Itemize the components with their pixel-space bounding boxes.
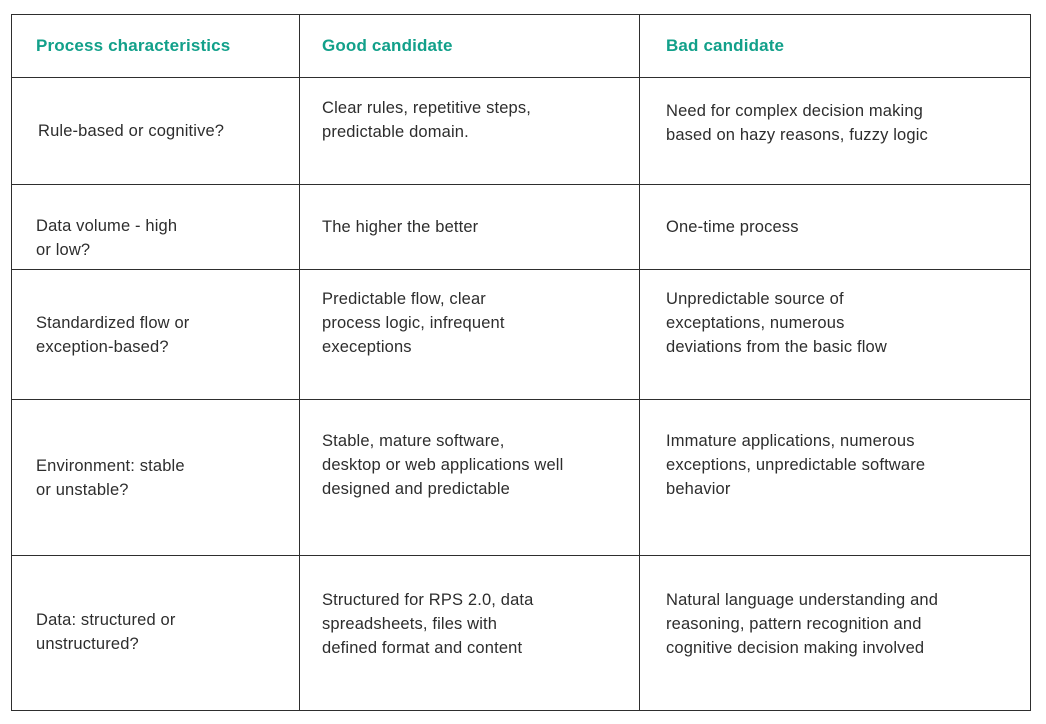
cell-line: Clear rules, repetitive steps, [322,98,532,117]
bad-candidate-cell [640,270,1031,400]
cell-line: predictable domain. [322,122,469,141]
cell-line: Rule-based or cognitive? [38,122,225,140]
cell-line: deviations from the basic flow [666,337,887,356]
bad-candidate-cell [640,556,1031,711]
bad-candidate-cell [640,185,1031,270]
table-row [12,270,1031,400]
table-row [12,400,1031,556]
bad-candidate-cell [640,78,1031,185]
cell-line: Immature applications, numerous [666,432,915,450]
cell-line: based on hazy reasons, fuzzy logic [666,125,928,144]
cell-line: process logic, infrequent [322,313,505,332]
table-row [12,78,1031,185]
characteristic-cell [12,78,300,185]
bad-candidate-cell [640,400,1031,556]
cell-line: or low? [36,241,91,259]
good-candidate-cell [300,556,640,711]
cell-line: Unpredictable source of [666,289,844,308]
characteristic-cell [12,185,300,270]
cell-line: Data: structured or [36,610,176,629]
good-candidate-cell [300,400,640,556]
characteristic-cell [12,270,300,400]
cell-line: behavior [666,480,731,498]
cell-line: Stable, mature software, [322,432,505,450]
good-candidate-cell [300,78,640,185]
cell-line: cognitive decision making involved [666,638,925,657]
cell-line: reasoning, pattern recognition and [666,614,922,633]
cell-line: Structured for RPS 2.0, data [322,590,534,609]
good-candidate-cell [300,185,640,270]
cell-line: Predictable flow, clear [322,289,486,308]
header-process-characteristics: Process characteristics [12,15,300,78]
table-row [12,556,1031,711]
cell-line: Standardized flow or [36,313,190,332]
cell-line: Data volume - high [36,217,178,235]
cell-line: exceptions, unpredictable software [666,456,926,474]
cell-line: unstructured? [36,634,139,653]
cell-line: Need for complex decision making [666,101,924,120]
cell-line: execeptions [322,337,412,356]
cell-line: designed and predictable [322,480,510,498]
good-candidate-cell [300,270,640,400]
cell-line: defined format and content [322,638,523,657]
cell-line: Natural language understanding and [666,590,939,609]
characteristic-cell [12,400,300,556]
cell-line: desktop or web applications well [322,456,564,474]
cell-line: or unstable? [36,480,129,499]
characteristic-cell [12,556,300,711]
cell-line: spreadsheets, files with [322,614,498,633]
cell-line: The higher the better [322,218,479,236]
table-row [12,185,1031,270]
cell-line: Environment: stable [36,456,185,475]
candidate-comparison-table [11,14,1031,711]
header-bad-candidate: Bad candidate [640,15,1031,78]
cell-line: exceptations, numerous [666,313,845,332]
header-good-candidate: Good candidate [300,15,640,78]
table-header-row [12,15,1031,78]
cell-line: One-time process [666,218,799,236]
cell-line: exception-based? [36,337,169,356]
comparison-table-container [11,14,1031,711]
